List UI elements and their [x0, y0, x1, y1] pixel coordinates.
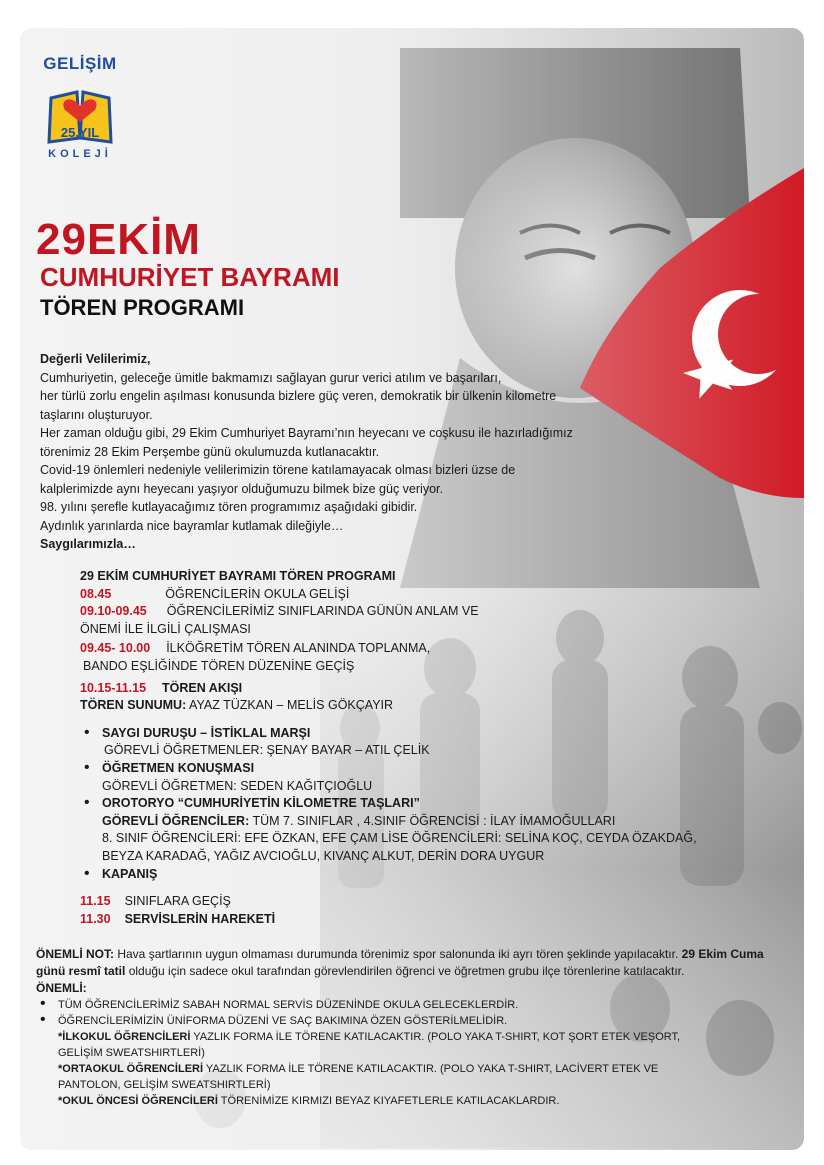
- oratorio-students-label: GÖREVLİ ÖĞRENCİLER:: [102, 813, 250, 828]
- note-text: Hava şartlarının uygun olmaması durumunda törenimiz spor salonunda iki ayrı tören şeklinde yapılacaktır.: [117, 947, 679, 961]
- letter-line: törenimiz 28 Ekim Perşembe günü okulumuzda kutlanacaktır.: [40, 444, 380, 459]
- flow-item-title: OROTORYO “CUMHURİYETİN KİLOMETRE TAŞLARI”: [102, 796, 420, 811]
- letter-line: 98. yılını şerefle kutlayacağımız tören programımız aşağıdaki gibidir.: [40, 500, 418, 514]
- program-item: [80, 586, 770, 604]
- important-label: ÖNEMLİ:: [36, 981, 87, 995]
- oratorio-line: TÜM 7. SINIFLAR , 4.SINIF ÖĞRENCİSİ : İLAY İMAMOĞULLARI: [252, 813, 616, 828]
- program-title: 29 EKİM CUMHURİYET BAYRAMI TÖREN PROGRAMI: [80, 569, 396, 583]
- end-item-text: SERVİSLERİN HAREKETİ: [124, 911, 276, 926]
- letter-greeting: Değerli Velilerimiz,: [40, 352, 151, 366]
- program-item-text: ÖĞRENCİLERİN OKULA GELİŞİ: [165, 586, 350, 601]
- presenter-names: AYAZ TÜZKAN – MELİS GÖKÇAYIR: [189, 698, 394, 713]
- title-program: TÖREN PROGRAMI: [40, 295, 245, 320]
- end-item-time: 11.30: [80, 911, 111, 926]
- flow-item-detail: GÖREVLİ ÖĞRETMENLER: ŞENAY BAYAR – ATIL ÇELİK: [104, 743, 430, 758]
- gelisim-college-logo: [36, 54, 124, 204]
- oratorio-line: 8. SINIF ÖĞRENCİLERİ: EFE ÖZKAN, EFE ÇAM LİSE ÖĞRENCİLERİ: SELİNA KOÇ, CEYDA ÖZAKDAĞ,: [102, 831, 697, 846]
- program-item: [80, 640, 770, 658]
- important-list-item: [36, 1013, 792, 1109]
- dress-code-text: TÖRENİMİZE KIRMIZI BEYAZ KIYAFETLERLE KATILACAKLARDIR.: [220, 1095, 560, 1107]
- title-date: 29EKİM: [36, 215, 201, 264]
- letter-line: her türlü zorlu engelin aşılması konusunda bizlere güç veren, demokratik bir ülkenin kilometre: [40, 389, 557, 403]
- program-item-text: ÖĞRENCİLERİMİZ SINIFLARINDA GÜNÜN ANLAM VE: [166, 604, 479, 619]
- end-item-time: 11.15: [80, 894, 111, 909]
- letter-line: Aydınlık yarınlarda nice bayramlar kutlamak dileğiyle…: [40, 518, 344, 533]
- title-holiday: CUMHURİYET BAYRAMI: [40, 262, 340, 292]
- important-list-item: • TÜM ÖĞRENCİLERİMİZ SABAH NORMAL SERVİS DÜZENİNDE OKULA GELECEKLERDİR.: [36, 997, 792, 1013]
- flow-list-item: [80, 760, 770, 795]
- flow-item-detail: GÖREVLİ ÖĞRETMEN: SEDEN KAĞITÇIOĞLU: [102, 778, 373, 793]
- book-heart-icon: [45, 76, 115, 146]
- program-item: [80, 603, 770, 621]
- program-item-text: İLKÖĞRETİM TÖREN ALANINDA TOPLANMA,: [166, 641, 431, 656]
- flow-item-title: SAYGI DURUŞU – İSTİKLAL MARŞI: [102, 725, 311, 740]
- poster-card: [20, 28, 804, 1150]
- flow-list-item: [80, 866, 770, 884]
- program-end-item: [80, 893, 770, 911]
- program-presenters: [80, 697, 770, 715]
- flow-list-item: [80, 795, 770, 865]
- dress-code-text: YAZLIK FORMA İLE TÖRENE KATILACAKTIR. (POLO YAKA T-SHIRT, LACİVERT ETEK VE: [205, 1063, 659, 1075]
- program-item-time: 09.45- 10.00: [80, 641, 151, 656]
- dress-code-cont: PANTOLON, GELİŞİM SWEATSHIRTLERİ): [58, 1079, 271, 1091]
- dress-code-group: *OKUL ÖNCESİ ÖĞRENCİLERİ: [58, 1095, 218, 1107]
- flow-item-title: KAPANIŞ: [102, 866, 158, 881]
- program-end-item: [80, 911, 770, 929]
- note-bold: 29 Ekim Cuma günü resmî tatil: [36, 947, 764, 978]
- logo-badge-text: 25.YIL: [60, 125, 100, 140]
- program-item-time: 08.45: [80, 586, 112, 601]
- program-flow: [80, 680, 770, 698]
- dress-code-cont: GELİŞİM SWEATSHIRTLERİ): [58, 1047, 205, 1059]
- flow-list-item: [80, 725, 770, 760]
- ceremony-flow-list: [80, 725, 770, 883]
- program-item-cont: ÖNEMİ İLE İLGİLİ ÇALIŞMASI: [80, 621, 251, 636]
- flow-label: TÖREN AKIŞI: [162, 680, 243, 695]
- dress-code-group: *İLKOKUL ÖĞRENCİLERİ: [58, 1031, 191, 1043]
- program-item-cont: BANDO EŞLİĞİNDE TÖREN DÜZENİNE GEÇİŞ: [83, 658, 355, 673]
- important-item-text: ÖĞRENCİLERİMİZİN ÜNİFORMA DÜZENİ VE SAÇ BAKIMINA ÖZEN GÖSTERİLMELİDİR.: [58, 1015, 508, 1027]
- note-text: olduğu için sadece okul tarafından görevlendirilen öğrenci ve öğretmen grubu ilçe törenlerine katılacaktır.: [128, 964, 685, 978]
- flow-time: 10.15-11.15: [80, 680, 147, 695]
- letter-line: Covid-19 önlemleri nedeniyle velilerimizin törene katılamayacak olması bizleri üzse de: [40, 463, 516, 477]
- letter-closing: Saygılarımızla…: [40, 537, 136, 551]
- note-label: ÖNEMLİ NOT:: [36, 947, 114, 961]
- oratorio-line: BEYZA KARADAĞ, YAĞIZ AVCIOĞLU, KIVANÇ ALKUT, DERİN DORA UYGUR: [102, 848, 545, 863]
- letter-body: [40, 350, 600, 554]
- letter-line: kalplerimizde aynı heyecanı yaşıyor olduğumuzu bilmek bize güç veriyor.: [40, 481, 443, 496]
- end-item-text: SINIFLARA GEÇİŞ: [124, 894, 231, 909]
- dress-code-group: *ORTAOKUL ÖĞRENCİLERİ: [58, 1063, 204, 1075]
- presenter-label: TÖREN SUNUMU:: [80, 698, 187, 713]
- flow-item-title: ÖĞRETMEN KONUŞMASI: [102, 760, 255, 775]
- program-item-time: 09.10-09.45: [80, 604, 147, 619]
- logo-brand-text: GELİŞİM: [43, 54, 117, 73]
- important-list: [36, 997, 792, 1109]
- important-note: [36, 946, 792, 980]
- letter-line: Cumhuriyetin, geleceğe ümitle bakmamızı sağlayan gurur verici atılım ve başarıları,: [40, 370, 502, 385]
- dress-code-text: YAZLIK FORMA İLE TÖRENE KATILACAKTIR. (POLO YAKA T-SHIRT, KOT ŞORT ETEK VEŞORT,: [193, 1031, 681, 1043]
- important-notes: [36, 946, 792, 1109]
- ceremony-program: [80, 568, 770, 928]
- logo-sub-text: KOLEJİ: [48, 148, 112, 160]
- letter-line: taşlarını oluşturuyor.: [40, 407, 153, 422]
- letter-line: Her zaman olduğu gibi, 29 Ekim Cumhuriyet Bayramı’nın heyecanı ve coşkusu ile hazırladığımız: [40, 426, 573, 440]
